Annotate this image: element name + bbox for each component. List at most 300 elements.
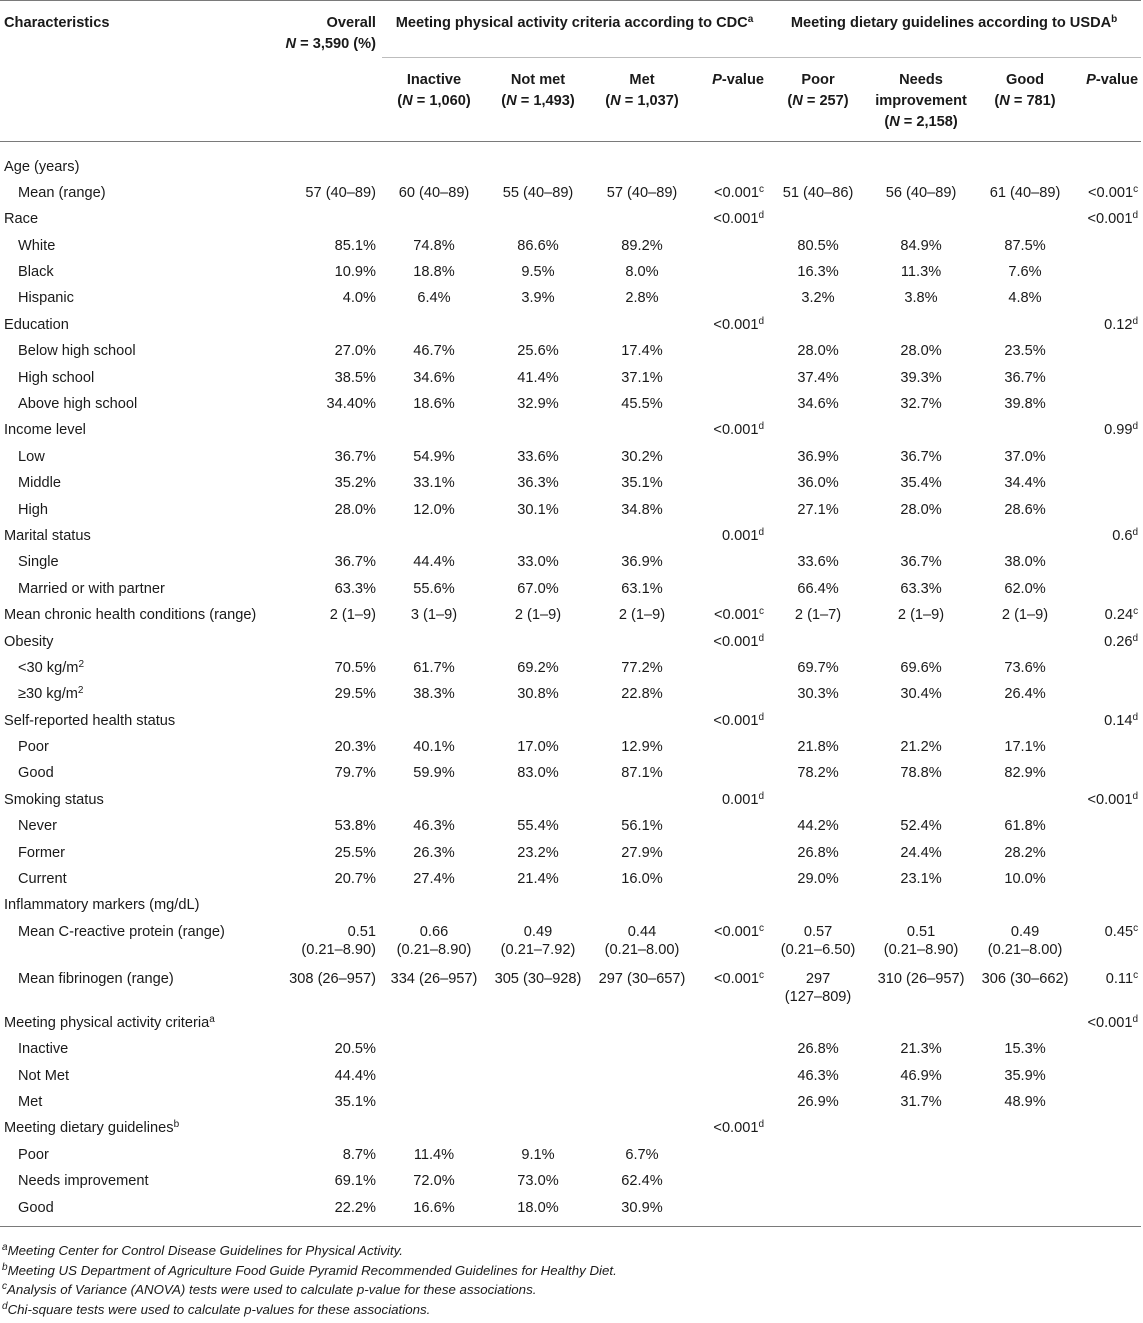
cell-pa-p-value: <0.001$^d$ — [713, 421, 765, 439]
cell-needs-improvement: 21.3% — [900, 1041, 942, 1058]
col-header-needs-improvement: Needs improvement (N = 2,158) — [875, 72, 967, 130]
cell-pa-p-value — [694, 681, 767, 707]
table-row — [0, 496, 1141, 522]
cell-diet-p-value — [1077, 1194, 1141, 1226]
cell-overall: 63.3% — [334, 580, 376, 597]
cell-met: 37.1% — [621, 369, 663, 386]
cell-diet-p-value: 0.45$^c$ — [1104, 922, 1139, 940]
cell-good — [973, 628, 1077, 654]
cell-poor — [767, 892, 869, 918]
cell-poor: 33.6% — [797, 554, 839, 571]
table-row — [0, 628, 1141, 654]
cell-not-met — [486, 707, 590, 733]
cell-good — [973, 1168, 1077, 1194]
row-label: Above high school — [18, 396, 138, 413]
cell-good: 37.0% — [1004, 448, 1046, 465]
cell-diet-p-value — [1077, 1168, 1141, 1194]
cell-overall: 20.5% — [334, 1041, 376, 1058]
row-label: Good — [0, 1194, 270, 1226]
table-row — [0, 839, 1141, 865]
cell-met: 30.2% — [621, 448, 663, 465]
cell-overall: 38.5% — [334, 369, 376, 386]
cell-not-met: 3.9% — [521, 290, 555, 307]
table-row — [0, 707, 1141, 733]
cell-overall: 79.7% — [334, 765, 376, 782]
cell-met — [590, 1115, 694, 1141]
cell-not-met: 9.5% — [521, 264, 555, 281]
row-label: White — [18, 237, 56, 254]
cell-inactive — [382, 523, 486, 549]
cell-poor — [767, 707, 869, 733]
cell-inactive: 59.9% — [413, 765, 455, 782]
cell-overall: 53.8% — [334, 818, 376, 835]
cell-poor: 26.8% — [797, 844, 839, 861]
cell-good: 306 (30–662) — [981, 970, 1069, 987]
cell-poor — [767, 142, 869, 180]
cell-inactive: 0.66 (0.21–8.90) — [396, 923, 472, 958]
row-label: Hispanic — [18, 290, 74, 307]
cell-needs-improvement: 39.3% — [900, 369, 942, 386]
cell-met — [590, 311, 694, 337]
table-row — [0, 655, 1141, 681]
cell-needs-improvement — [869, 523, 973, 549]
row-label: Black — [18, 264, 54, 281]
row-label: ≥30 $kg/m^2$ — [18, 685, 84, 703]
table-row — [0, 523, 1141, 549]
cell-diet-p-value — [1077, 443, 1141, 469]
cell-overall: 44.4% — [334, 1067, 376, 1084]
cell-good — [973, 1194, 1077, 1226]
table-row — [0, 1194, 1141, 1226]
cell-good — [973, 1115, 1077, 1141]
cell-good: 10.0% — [1004, 871, 1046, 888]
cell-good — [973, 417, 1077, 443]
cell-overall — [270, 786, 382, 812]
cell-pa-p-value: <0.001$^d$ — [713, 210, 765, 228]
cell-pa-p-value — [694, 285, 767, 311]
cell-poor: 21.8% — [797, 739, 839, 756]
cell-diet-p-value — [1077, 364, 1141, 390]
cell-pa-p-value — [694, 364, 767, 390]
cell-pa-p-value — [694, 1168, 767, 1194]
row-label: Never — [18, 818, 57, 835]
footnote-b: $^b$Meeting US Department of Agriculture Food Guide Pyramid Recommended Guidelines for Healthy Diet. — [2, 1261, 617, 1278]
cell-not-met: 18.0% — [486, 1194, 590, 1226]
cell-needs-improvement — [869, 892, 973, 918]
table-row — [0, 311, 1141, 337]
row-label: Income level — [4, 422, 86, 439]
cell-not-met: 21.4% — [517, 871, 559, 888]
cell-diet-p-value — [1077, 1062, 1141, 1088]
col-header-pa-p-value: P-value — [712, 72, 765, 88]
cell-needs-improvement: 63.3% — [900, 580, 942, 597]
cell-needs-improvement: 0.51 (0.21–8.90) — [883, 923, 959, 958]
cell-good: 7.6% — [1008, 264, 1042, 281]
cell-poor: 0.57 (0.21–6.50) — [780, 923, 856, 958]
row-label: Below high school — [18, 343, 136, 360]
cell-not-met: 36.3% — [517, 475, 559, 492]
cell-overall: 27.0% — [334, 343, 376, 360]
table-row — [0, 681, 1141, 707]
cell-inactive — [382, 311, 486, 337]
cell-inactive — [382, 1115, 486, 1141]
cell-poor — [767, 1194, 869, 1226]
cell-poor: 36.0% — [797, 475, 839, 492]
cell-good: 62.0% — [1004, 580, 1046, 597]
row-label: <30 $kg/m^2$ — [18, 658, 84, 676]
cell-diet-p-value — [1077, 285, 1141, 311]
cell-pa-p-value — [694, 496, 767, 522]
cell-good — [973, 206, 1077, 232]
cell-overall: 308 (26–957) — [289, 970, 376, 987]
cell-met: 36.9% — [621, 554, 663, 571]
cell-needs-improvement: 31.7% — [900, 1094, 942, 1110]
cell-poor: 44.2% — [797, 818, 839, 835]
table-row — [0, 364, 1141, 390]
table-row — [0, 1141, 1141, 1167]
cell-inactive: 44.4% — [413, 554, 455, 571]
cell-needs-improvement: 28.0% — [900, 343, 942, 360]
cell-pa-p-value: <0.001$^d$ — [713, 1119, 765, 1137]
cell-good: 23.5% — [1004, 343, 1046, 360]
cell-not-met: 30.1% — [517, 501, 559, 518]
pa-group-label: Meeting physical activity criteria according to CDC — [395, 15, 748, 31]
cell-pa-p-value — [694, 760, 767, 786]
cell-good: 0.49 (0.21–8.00) — [987, 923, 1063, 958]
cell-met — [590, 206, 694, 232]
cell-pa-p-value — [694, 470, 767, 496]
cell-not-met: 55.4% — [517, 818, 559, 835]
cell-met: 77.2% — [621, 659, 663, 676]
cell-needs-improvement: 32.7% — [900, 396, 942, 413]
cell-good — [973, 311, 1077, 337]
row-label: Meeting dietary guidelines$^b$ — [4, 1119, 180, 1137]
cell-not-met: 2 (1–9) — [514, 607, 562, 624]
cell-inactive: 3 (1–9) — [410, 607, 458, 624]
cell-needs-improvement — [869, 786, 973, 812]
pa-group-footnote-marker: a — [747, 14, 754, 25]
cell-good — [973, 892, 1077, 918]
cell-inactive: 334 (26–957) — [390, 970, 478, 987]
cell-inactive: 16.6% — [382, 1194, 486, 1226]
cell-poor — [767, 786, 869, 812]
group-header-physical-activity — [382, 1, 767, 58]
cell-needs-improvement: 24.4% — [900, 844, 942, 861]
cell-pa-p-value: <0.001$^c$ — [713, 606, 765, 624]
cell-inactive: 38.3% — [413, 686, 455, 703]
cell-needs-improvement: 28.0% — [900, 501, 942, 518]
table-row — [0, 892, 1141, 918]
cell-met: 62.4% — [621, 1173, 663, 1190]
cell-diet-p-value — [1077, 734, 1141, 760]
cell-needs-improvement: 84.9% — [900, 237, 942, 254]
cell-diet-p-value: 0.12$^d$ — [1104, 315, 1139, 333]
table-body — [0, 142, 1141, 1227]
cell-overall: 10.9% — [334, 264, 376, 281]
cell-needs-improvement: 56 (40–89) — [885, 184, 957, 201]
cell-inactive: 6.4% — [417, 290, 451, 307]
col-header-met: Met (N = 1,037) — [605, 72, 679, 109]
cell-met: 2.8% — [625, 290, 659, 307]
footnotes — [2, 1241, 617, 1319]
cell-poor: 26.9% — [797, 1094, 839, 1110]
table-row — [0, 470, 1141, 496]
cell-poor — [767, 1141, 869, 1167]
cell-inactive — [382, 786, 486, 812]
cell-diet-p-value — [1077, 259, 1141, 285]
cell-diet-p-value — [1077, 1036, 1141, 1062]
table-row — [0, 1036, 1141, 1062]
cell-poor: 29.0% — [797, 871, 839, 888]
cell-not-met — [486, 1089, 590, 1115]
cell-not-met: 0.49 (0.21–7.92) — [500, 923, 576, 958]
col-header-inactive: Inactive (N = 1,060) — [397, 72, 471, 109]
cell-inactive: 33.1% — [413, 475, 455, 492]
cell-needs-improvement — [869, 1168, 973, 1194]
cell-not-met: 83.0% — [517, 765, 559, 782]
table-row — [0, 1168, 1141, 1194]
cell-poor: 66.4% — [797, 580, 839, 597]
cell-inactive: 27.4% — [413, 871, 455, 888]
cell-pa-p-value — [694, 1089, 767, 1115]
cell-inactive: 46.3% — [413, 818, 455, 835]
cell-pa-p-value — [694, 734, 767, 760]
cell-good: 34.4% — [1004, 475, 1046, 492]
cell-met — [590, 707, 694, 733]
cell-needs-improvement — [869, 1009, 973, 1035]
cell-met: 6.7% — [625, 1146, 659, 1163]
cell-inactive: 26.3% — [413, 844, 455, 861]
cell-not-met: 25.6% — [517, 343, 559, 360]
cell-good: 38.0% — [1004, 554, 1046, 571]
table-row — [0, 965, 1141, 1009]
cell-good: 36.7% — [1004, 369, 1046, 386]
cell-diet-p-value — [1077, 496, 1141, 522]
cell-not-met: 33.0% — [517, 554, 559, 571]
cell-not-met: 41.4% — [517, 369, 559, 386]
overall-n-value: = 3,590 (%) — [296, 36, 376, 52]
cell-inactive: 18.8% — [413, 264, 455, 281]
row-label: Needs improvement — [18, 1173, 149, 1190]
table-row — [0, 338, 1141, 364]
row-label: Mean chronic health conditions (range) — [4, 607, 257, 624]
cell-poor: 297 (127–809) — [784, 970, 852, 1005]
table-row — [0, 391, 1141, 417]
cell-needs-improvement: 30.4% — [900, 686, 942, 703]
cell-inactive — [382, 1089, 486, 1115]
col-header-characteristics: Characteristics — [0, 1, 270, 142]
cell-overall — [270, 417, 382, 443]
cell-not-met: 9.1% — [521, 1146, 555, 1163]
cell-not-met: 67.0% — [517, 580, 559, 597]
cell-poor — [767, 311, 869, 337]
cell-poor: 16.3% — [797, 264, 839, 281]
cell-pa-p-value — [694, 232, 767, 258]
cell-inactive — [382, 1062, 486, 1088]
cell-good: 15.3% — [1004, 1041, 1046, 1058]
cell-good: 61.8% — [1004, 818, 1046, 835]
cell-poor: 78.2% — [797, 765, 839, 782]
cell-inactive — [382, 417, 486, 443]
cell-needs-improvement: 69.6% — [900, 659, 942, 676]
table-row — [0, 866, 1141, 892]
cell-good: 73.6% — [1004, 659, 1046, 676]
row-label: Education — [4, 316, 69, 333]
cell-overall: 85.1% — [334, 237, 376, 254]
cell-poor: 26.8% — [797, 1041, 839, 1058]
cell-diet-p-value: <0.001$^d$ — [1087, 790, 1139, 808]
cell-diet-p-value: <0.001$^d$ — [1087, 1013, 1139, 1031]
cell-diet-p-value — [1077, 142, 1141, 180]
cell-overall — [270, 523, 382, 549]
cell-not-met — [486, 417, 590, 443]
footnote-a: $^a$Meeting Center for Control Disease Guidelines for Physical Activity. — [2, 1242, 403, 1258]
cell-poor: 69.7% — [797, 659, 839, 676]
cell-overall: 29.5% — [334, 686, 376, 703]
cell-met: 63.1% — [621, 580, 663, 597]
cell-not-met: 17.0% — [517, 739, 559, 756]
cell-diet-p-value — [1077, 1115, 1141, 1141]
cell-needs-improvement: 35.4% — [900, 475, 942, 492]
cell-met — [590, 892, 694, 918]
cell-needs-improvement — [869, 1115, 973, 1141]
cell-good — [973, 142, 1077, 180]
cell-inactive — [382, 142, 486, 180]
cell-good: 35.9% — [1004, 1067, 1046, 1084]
cell-inactive: 74.8% — [413, 237, 455, 254]
cell-pa-p-value — [694, 1141, 767, 1167]
cell-pa-p-value: <0.001$^d$ — [713, 632, 765, 650]
cell-diet-p-value: 0.14$^d$ — [1104, 711, 1139, 729]
cell-good — [973, 1141, 1077, 1167]
cell-overall: 57 (40–89) — [305, 184, 376, 201]
cell-needs-improvement — [869, 1194, 973, 1226]
cell-good — [973, 786, 1077, 812]
cell-met: 27.9% — [621, 844, 663, 861]
row-label: Age (years) — [4, 159, 80, 175]
cell-met: 8.0% — [625, 264, 659, 281]
cell-needs-improvement: 11.3% — [900, 264, 942, 281]
cell-not-met — [486, 523, 590, 549]
cell-diet-p-value — [1077, 760, 1141, 786]
cell-overall — [270, 892, 382, 918]
cell-overall — [270, 1009, 382, 1035]
cell-met — [590, 1036, 694, 1062]
cell-diet-p-value — [1077, 338, 1141, 364]
cell-met: 297 (30–657) — [598, 970, 686, 987]
cell-overall: 34.40% — [326, 396, 376, 413]
cell-not-met — [486, 1036, 590, 1062]
cell-needs-improvement: 78.8% — [900, 765, 942, 782]
cell-met: 35.1% — [621, 475, 663, 492]
cell-pa-p-value — [694, 866, 767, 892]
footnote-d: $^d$Chi-square tests were used to calculate p-values for these associations. — [2, 1300, 431, 1317]
cell-pa-p-value — [694, 259, 767, 285]
cell-pa-p-value — [694, 1036, 767, 1062]
table-row — [0, 443, 1141, 469]
cell-good: 28.6% — [1004, 501, 1046, 518]
cell-pa-p-value — [694, 1009, 767, 1035]
cell-diet-p-value — [1077, 1089, 1141, 1115]
cell-good: 26.4% — [1004, 686, 1046, 703]
cell-needs-improvement: 36.7% — [900, 554, 942, 571]
cell-met — [590, 1009, 694, 1035]
cell-good: 48.9% — [1004, 1094, 1046, 1110]
cell-poor: 46.3% — [797, 1067, 839, 1084]
cell-met — [590, 1062, 694, 1088]
cell-good: 2 (1–9) — [1001, 607, 1049, 624]
cell-met — [590, 1089, 694, 1115]
cell-overall — [270, 1115, 382, 1141]
row-label: Obesity — [4, 633, 54, 650]
row-label: Single — [18, 554, 59, 571]
table-row — [0, 786, 1141, 812]
cell-inactive: 34.6% — [413, 369, 455, 386]
cell-pa-p-value: 0.001$^d$ — [721, 790, 765, 808]
cell-poor: 80.5% — [797, 237, 839, 254]
table-row — [0, 734, 1141, 760]
cell-needs-improvement — [869, 1141, 973, 1167]
cell-pa-p-value: <0.001$^c$ — [713, 922, 765, 940]
cell-not-met — [486, 311, 590, 337]
row-label: Meeting physical activity criteria$^a$ — [4, 1013, 215, 1031]
row-label: Mean fibrinogen (range) — [18, 970, 174, 987]
cell-pa-p-value — [694, 892, 767, 918]
cell-not-met: 69.2% — [517, 659, 559, 676]
table-row — [0, 285, 1141, 311]
cell-inactive: 12.0% — [413, 501, 455, 518]
cell-overall: 20.3% — [334, 739, 376, 756]
cell-needs-improvement — [869, 707, 973, 733]
cell-poor — [767, 1168, 869, 1194]
row-label: Mean (range) — [18, 184, 106, 201]
overall-label: Overall — [326, 15, 376, 31]
cell-not-met: 32.9% — [517, 396, 559, 413]
cell-poor — [767, 1009, 869, 1035]
cell-good: 82.9% — [1004, 765, 1046, 782]
table-row — [0, 259, 1141, 285]
cell-met: 89.2% — [621, 237, 663, 254]
cell-inactive: 72.0% — [413, 1173, 455, 1190]
table-row — [0, 1115, 1141, 1141]
cell-diet-p-value — [1077, 813, 1141, 839]
cell-needs-improvement: 310 (26–957) — [877, 970, 965, 987]
cell-overall — [270, 142, 382, 180]
cell-not-met: 23.2% — [517, 844, 559, 861]
cell-met — [590, 523, 694, 549]
cell-needs-improvement: 36.7% — [900, 448, 942, 465]
cell-good — [973, 1009, 1077, 1035]
cell-pa-p-value — [694, 655, 767, 681]
cell-needs-improvement — [869, 206, 973, 232]
cell-pa-p-value — [694, 839, 767, 865]
cell-pa-p-value — [694, 1194, 767, 1226]
table-row — [0, 180, 1141, 206]
col-header-poor: Poor (N = 257) — [787, 72, 849, 109]
cell-good — [973, 707, 1077, 733]
cell-inactive: 40.1% — [413, 739, 455, 756]
cell-diet-p-value: 0.26$^d$ — [1104, 632, 1139, 650]
cell-diet-p-value: <0.001$^d$ — [1087, 210, 1139, 228]
cell-inactive: 55.6% — [413, 580, 455, 597]
cell-overall: 2 (1–9) — [329, 607, 376, 624]
cell-pa-p-value: <0.001$^c$ — [713, 183, 765, 201]
cell-met — [590, 628, 694, 654]
table-row — [0, 549, 1141, 575]
cell-not-met — [486, 142, 590, 180]
table-row — [0, 760, 1141, 786]
cell-poor: 34.6% — [797, 396, 839, 413]
